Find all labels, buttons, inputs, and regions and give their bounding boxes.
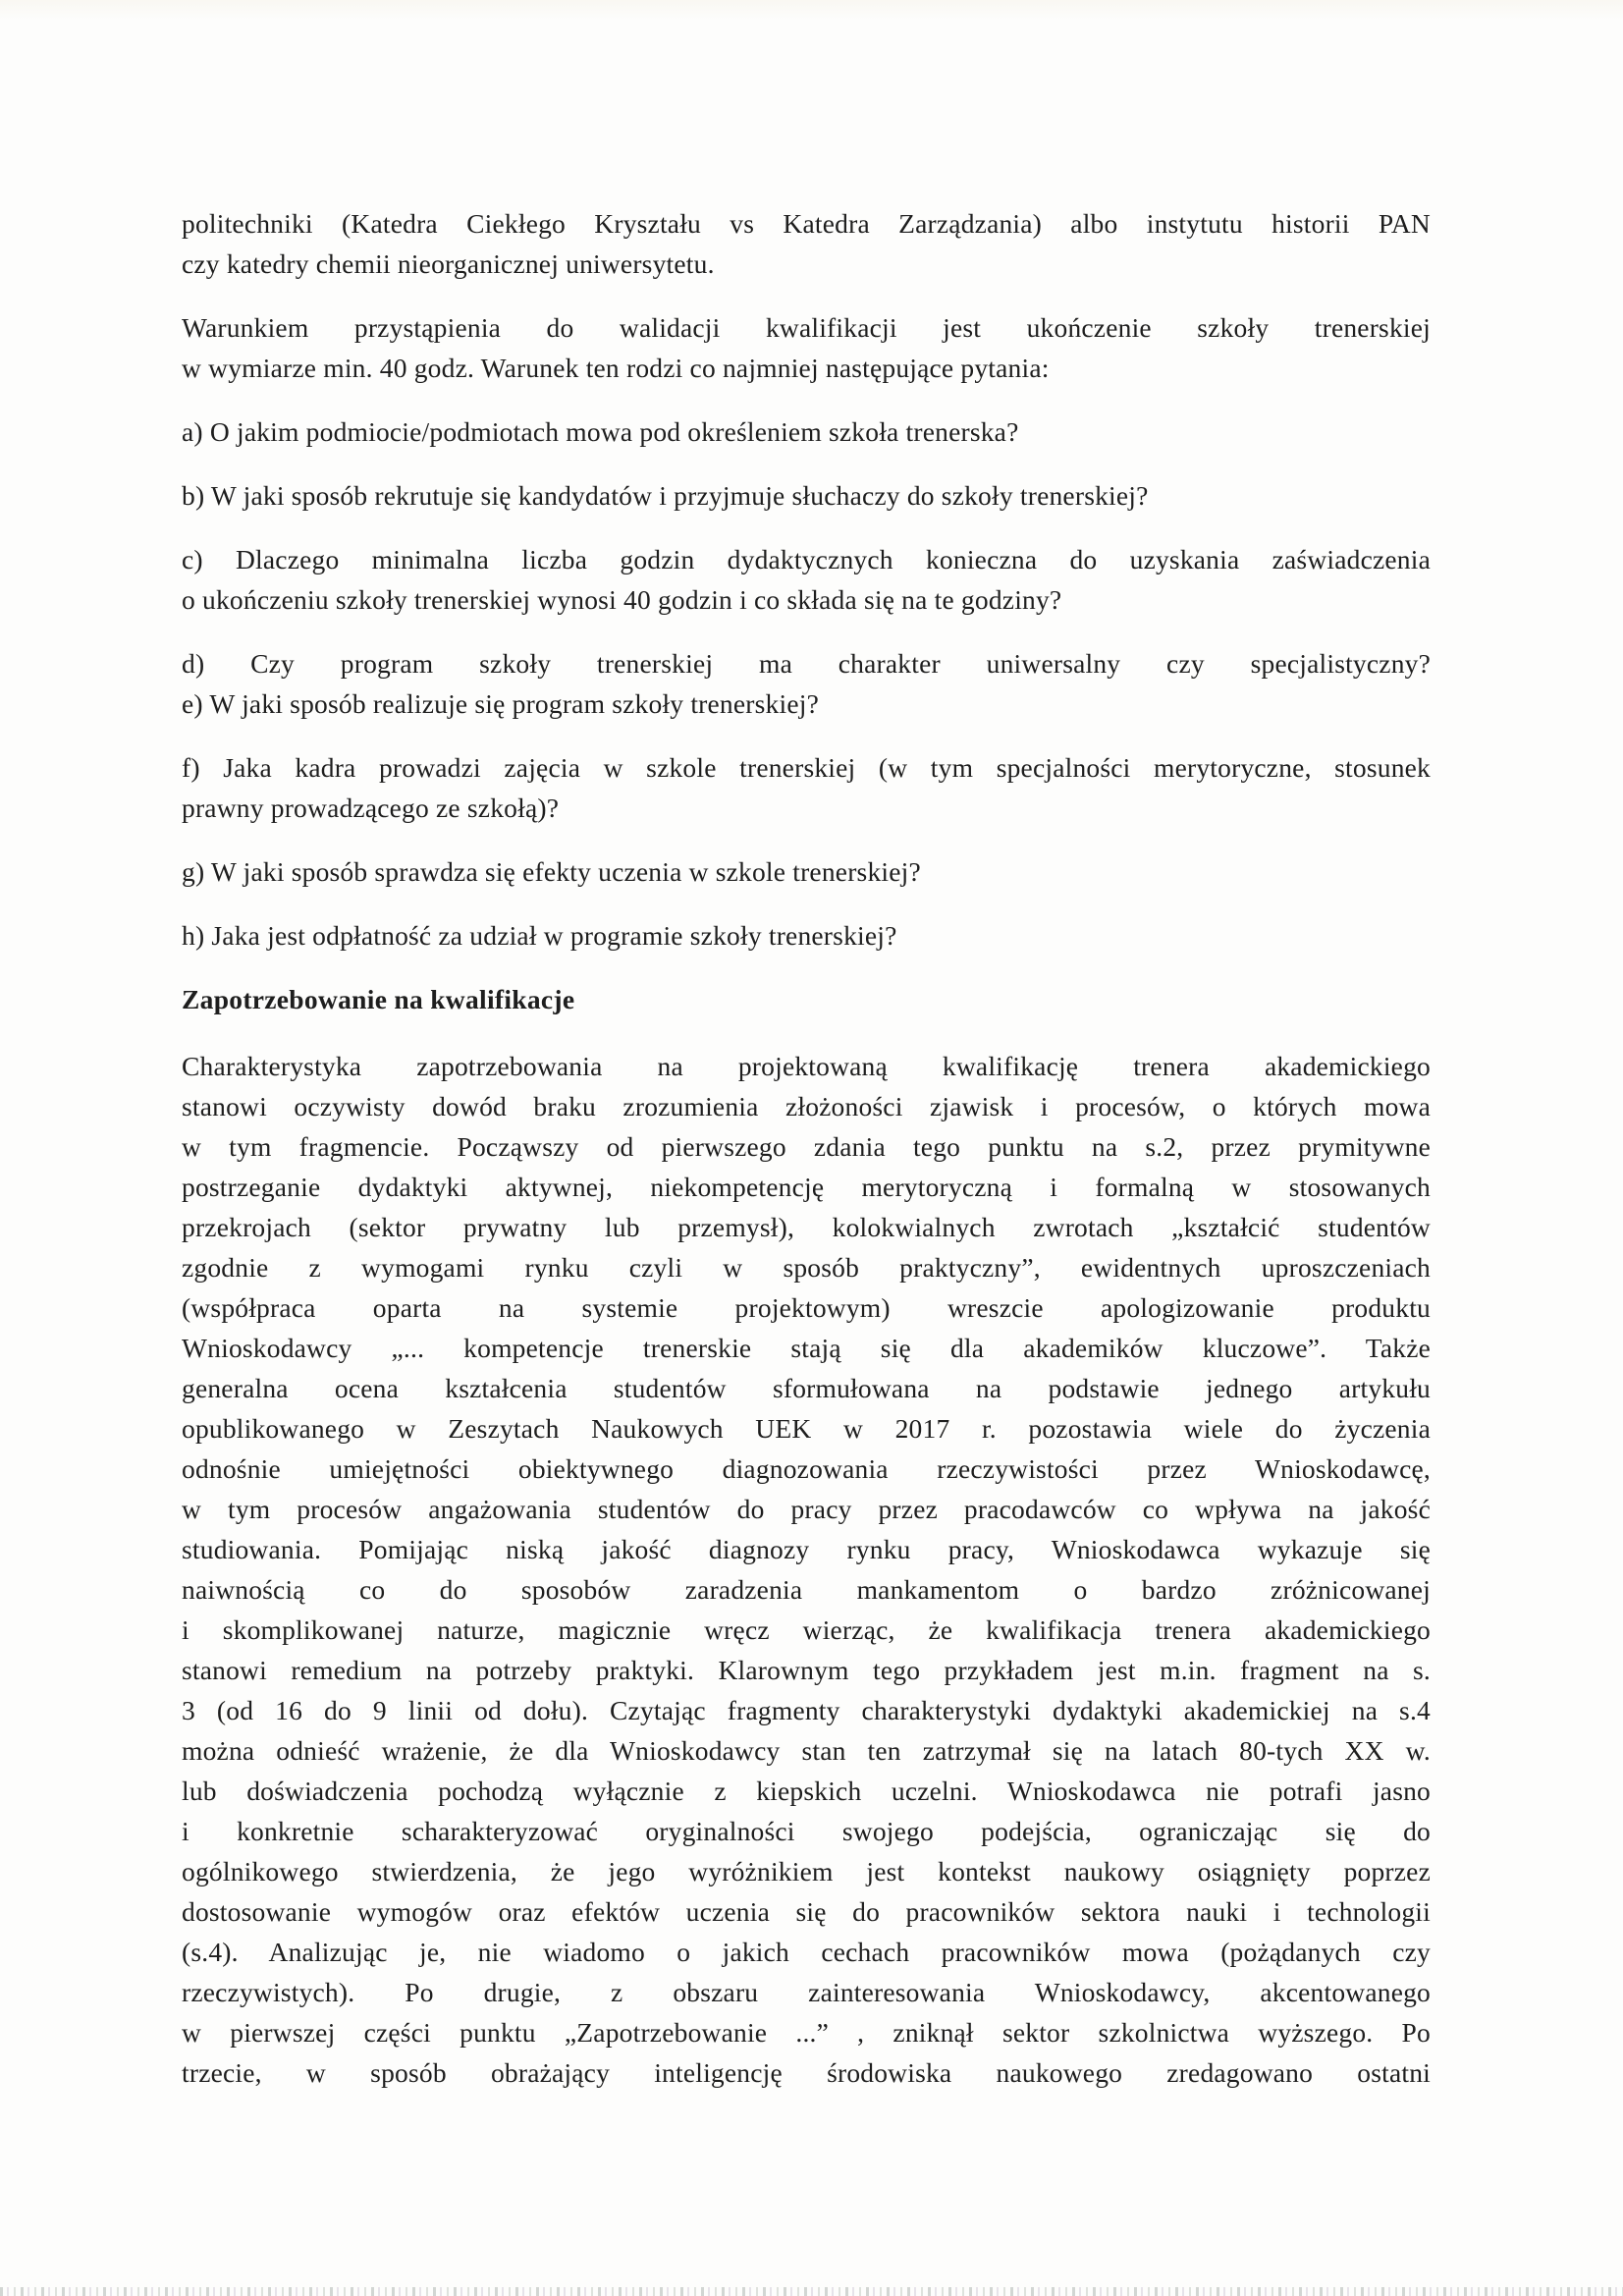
text-line: 3 (od 16 do 9 linii od dołu). Czytając fragmenty charakterystyki dydaktyki akademickiej na s.4 [182, 1695, 1431, 1725]
text-line: i konkretnie scharakteryzować oryginalności swojego podejścia, ograniczając się do [182, 1816, 1431, 1846]
text-line: postrzeganie dydaktyki aktywnej, niekompetencję merytoryczną i formalną w stosowanych [182, 1172, 1431, 1202]
scan-top-smudge [0, 0, 1623, 20]
text-line: naiwnością co do sposobów zaradzenia mankamentom o bardzo zróżnicowanej [182, 1574, 1431, 1605]
paragraph [182, 539, 1431, 620]
text-line: i skomplikowanej naturze, magicznie wręcz wierząc, że kwalifikacja trenera akademickiego [182, 1614, 1431, 1645]
text-line: politechniki (Katedra Ciekłego Kryształu vs Katedra Zarządzania) albo instytutu historii PAN [182, 208, 1431, 239]
text-line: c) Dlaczego minimalna liczba godzin dydaktycznych konieczna do uzyskania zaświadczenia [182, 544, 1431, 574]
paragraph [182, 851, 1431, 892]
text-line: generalna ocena kształcenia studentów sformułowana na podstawie jednego artykułu [182, 1373, 1431, 1403]
text-line: Charakterystyka zapotrzebowania na projektowaną kwalifikację trenera akademickiego [182, 1051, 1431, 1081]
text-line: ogólnikowego stwierdzenia, że jego wyróżnikiem jest kontekst naukowy osiągnięty poprzez [182, 1856, 1431, 1886]
paragraph [182, 307, 1431, 388]
text-line: odnośnie umiejętności obiektywnego diagnozowania rzeczywistości przez Wnioskodawcę, [182, 1453, 1431, 1484]
paragraph [182, 1046, 1431, 2093]
paragraph [182, 411, 1431, 452]
text-line: można odnieść wrażenie, że dla Wnioskodawcy stan ten zatrzymał się na latach 80-tych XX w. [182, 1735, 1431, 1766]
text-line: g) W jaki sposób sprawdza się efekty uczenia w szkole trenerskiej? [182, 856, 921, 887]
text-line: w pierwszej części punktu „Zapotrzebowanie ...” , zniknął sektor szkolnictwa wyższego. Po [182, 2017, 1431, 2048]
text-line: lub doświadczenia pochodzą wyłącznie z kiepskich uczelni. Wnioskodawca nie potrafi jasno [182, 1776, 1431, 1806]
text-line: opublikowanego w Zeszytach Naukowych UEK w 2017 r. pozostawia wiele do życzenia [182, 1413, 1431, 1444]
text-line: e) W jaki sposób realizuje się program szkoły trenerskiej? [182, 688, 819, 719]
paragraph [182, 643, 1431, 724]
text-line: o ukończeniu szkoły trenerskiej wynosi 40 godzin i co składa się na te godziny? [182, 584, 1062, 615]
text-line: czy katedry chemii nieorganicznej uniwersytetu. [182, 248, 715, 279]
text-line: przekrojach (sektor prywatny lub przemysł), kolokwialnych zwrotach „kształcić studentów [182, 1212, 1431, 1242]
text-line: Wnioskodawcy „... kompetencje trenerskie stają się dla akademików kluczowe”. Także [182, 1333, 1431, 1363]
text-line: dostosowanie wymogów oraz efektów uczenia się do pracowników sektora nauki i technologii [182, 1896, 1431, 1927]
text-line: (s.4). Analizując je, nie wiadomo o jakich cechach pracowników mowa (pożądanych czy [182, 1937, 1431, 1967]
text-line: a) O jakim podmiocie/podmiotach mowa pod określeniem szkoła trenerska? [182, 416, 1019, 447]
text-line: w tym fragmencie. Począwszy od pierwszego zdania tego punktu na s.2, przez prymitywne [182, 1131, 1431, 1162]
text-column [182, 203, 1431, 2116]
text-line: prawny prowadzącego ze szkołą)? [182, 793, 560, 823]
paragraph [182, 203, 1431, 284]
text-line: d) Czy program szkoły trenerskiej ma charakter uniwersalny czy specjalistyczny? [182, 648, 1431, 679]
paragraph [182, 747, 1431, 828]
text-line: zgodnie z wymogami rynku czyli w sposób praktyczny”, ewidentnych uproszczeniach [182, 1252, 1431, 1283]
text-line: Warunkiem przystąpienia do walidacji kwalifikacji jest ukończenie szkoły trenerskiej [182, 312, 1431, 343]
text-line: stanowi oczywisty dowód braku zrozumienia złożoności zjawisk i procesów, o których mowa [182, 1091, 1431, 1121]
text-line: w tym procesów angażowania studentów do pracy przez pracodawców co wpływa na jakość [182, 1494, 1431, 1524]
text-line: trzecie, w sposób obrażający inteligencję środowiska naukowego zredagowano ostatni [182, 2057, 1431, 2088]
paragraph [182, 475, 1431, 516]
section-heading [182, 979, 1431, 1019]
text-line: studiowania. Pomijając niską jakość diagnozy rynku pracy, Wnioskodawca wykazuje się [182, 1534, 1431, 1564]
text-line: Zapotrzebowanie na kwalifikacje [182, 984, 575, 1014]
text-line: h) Jaka jest odpłatność za udział w programie szkoły trenerskiej? [182, 920, 897, 951]
paragraph [182, 915, 1431, 956]
text-line: b) W jaki sposób rekrutuje się kandydatów i przyjmuje słuchaczy do szkoły trenerskiej? [182, 480, 1149, 511]
text-line: f) Jaka kadra prowadzi zajęcia w szkole trenerskiej (w tym specjalności merytoryczne, stosunek [182, 752, 1431, 783]
text-line: w wymiarze min. 40 godz. Warunek ten rodzi co najmniej następujące pytania: [182, 353, 1050, 383]
text-line: stanowi remedium na potrzeby praktyki. Klarownym tego przykładem jest m.in. fragment na s. [182, 1655, 1431, 1685]
text-line: rzeczywistych). Po drugie, z obszaru zainteresowania Wnioskodawcy, akcentowanego [182, 1977, 1431, 2007]
text-line: (współpraca oparta na systemie projektowym) wreszcie apologizowanie produktu [182, 1292, 1431, 1323]
scan-bottom-artifact [0, 2287, 1623, 2296]
